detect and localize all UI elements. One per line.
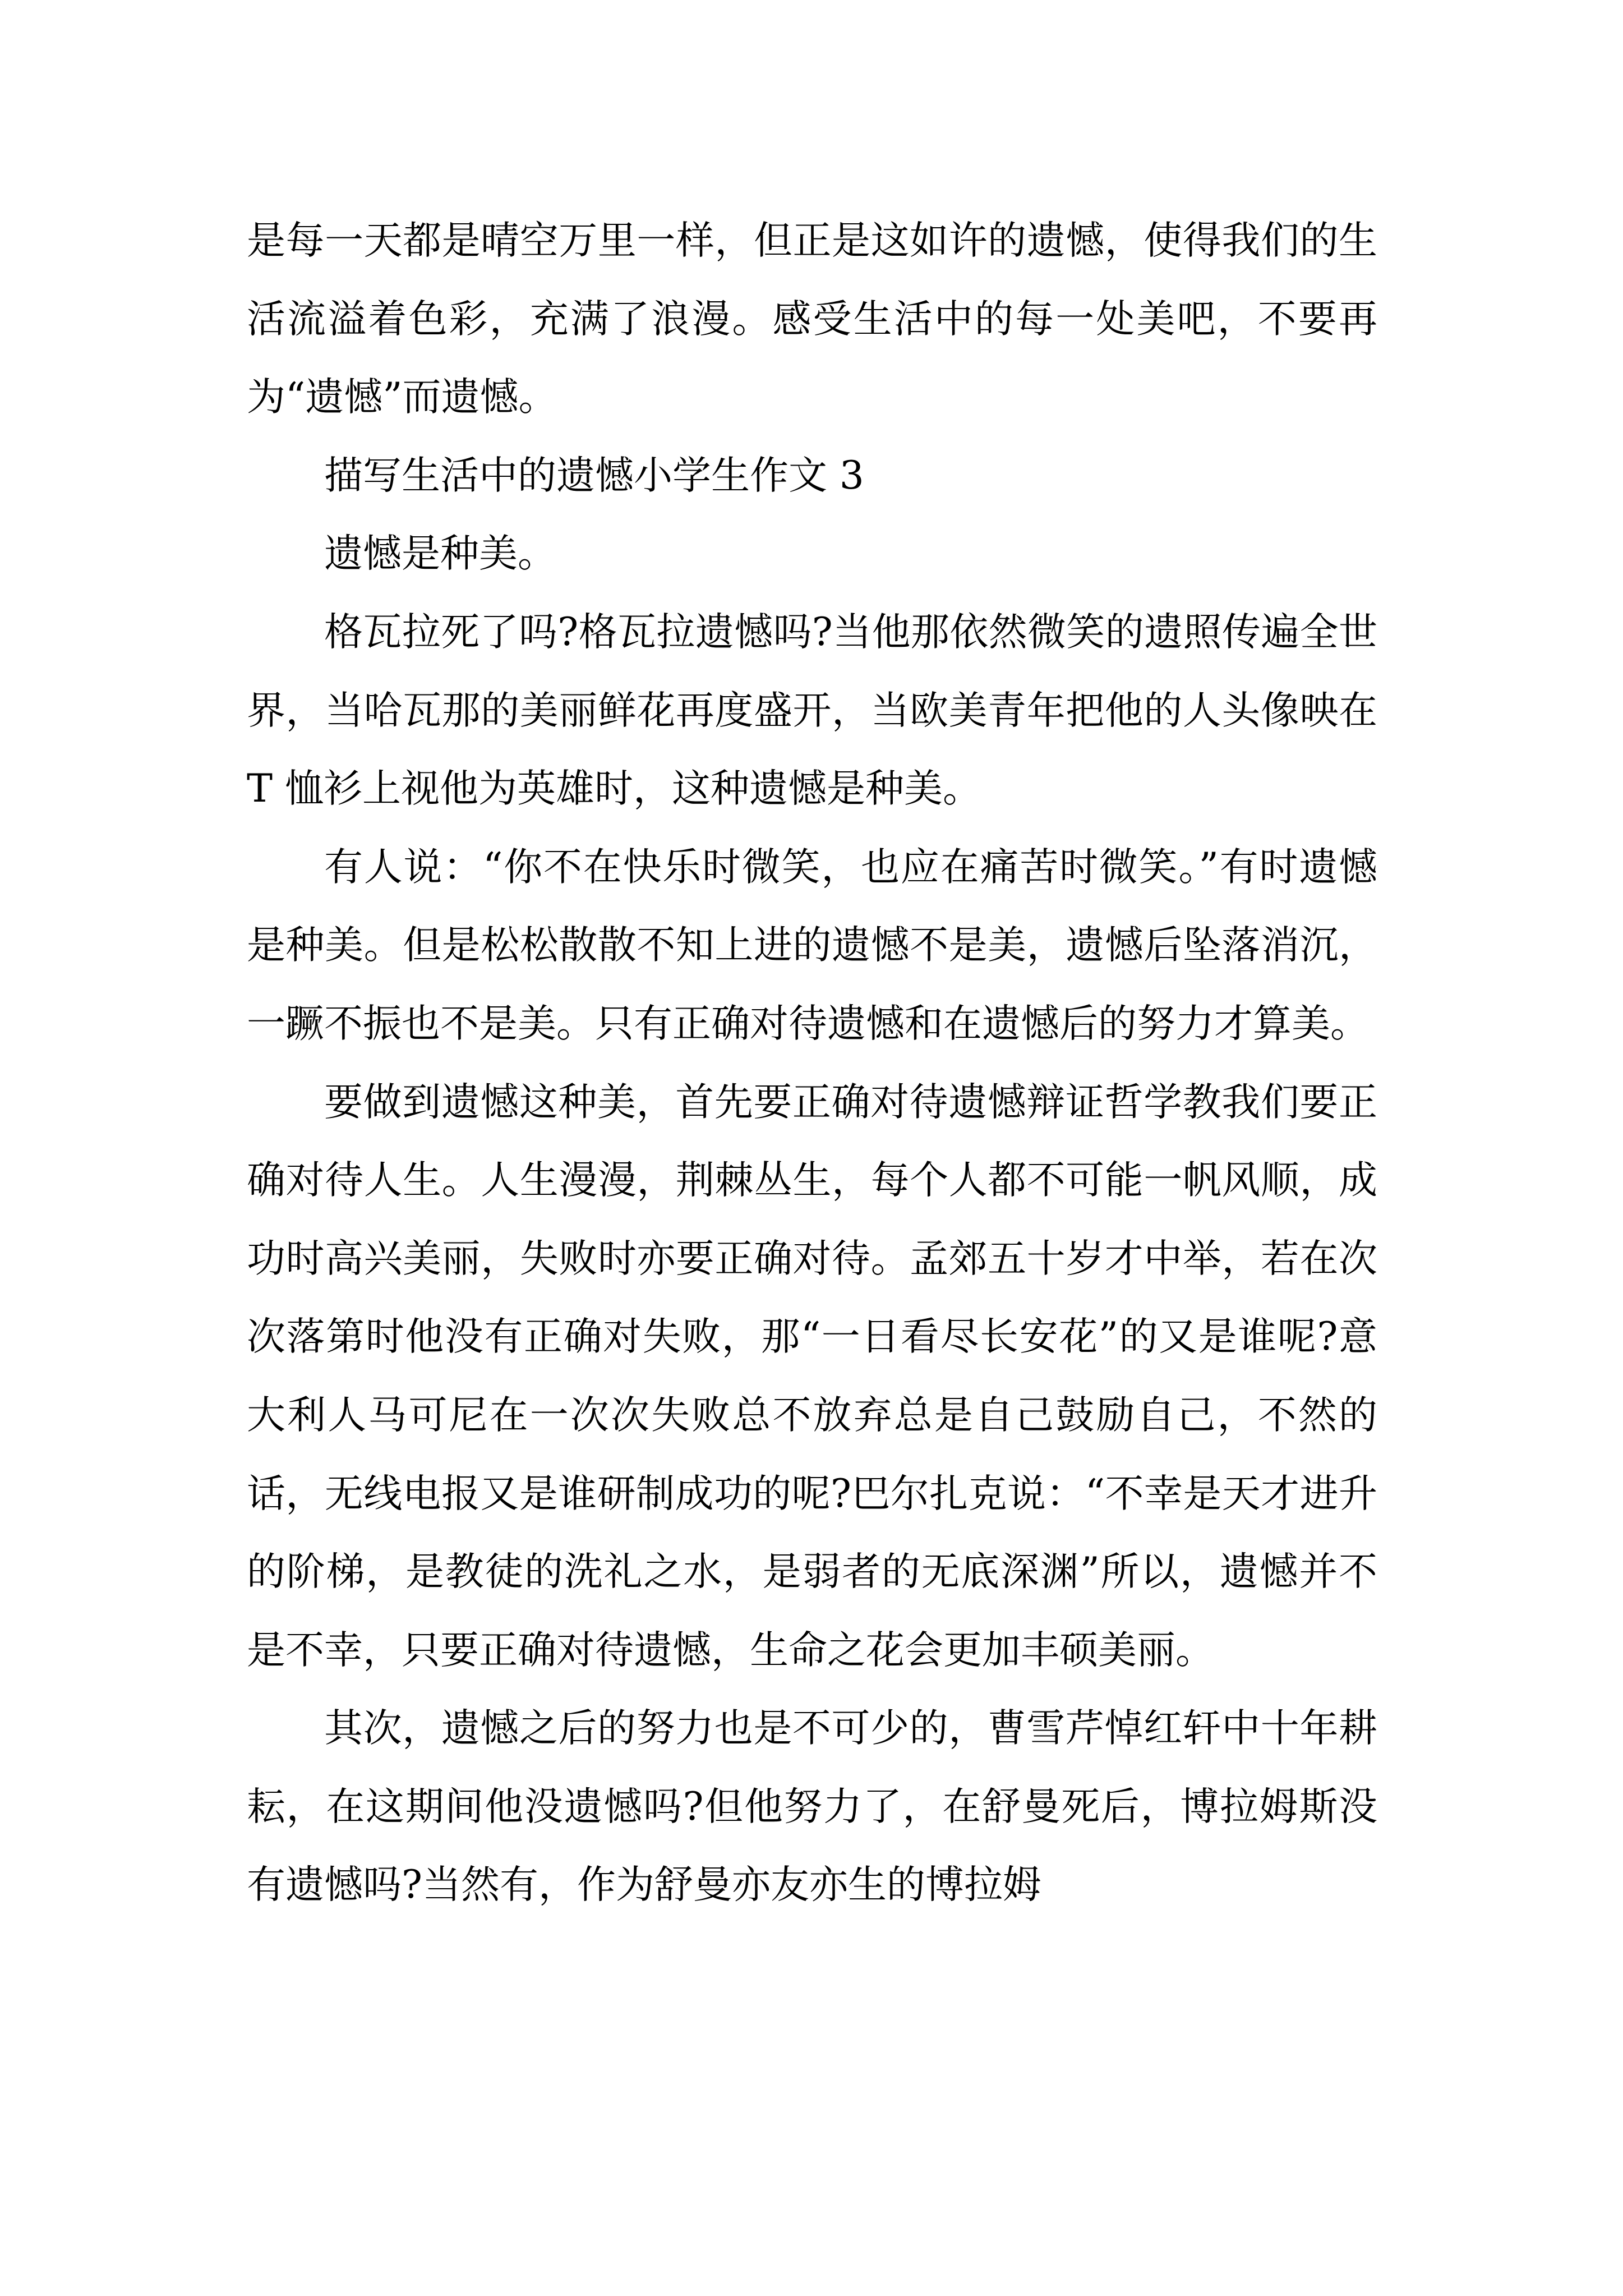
document-page: [247, 202, 1377, 1925]
paragraph-guevara: 格瓦拉死了吗?格瓦拉遗憾吗?当他那依然微笑的遗照传遍全世界，当哈瓦那的美丽鲜花再度盛开，当欧美青年把他的人头像映在 T 恤衫上视他为英雄时，这种遗憾是种美。: [247, 609, 1377, 812]
essay-heading: 描写生活中的遗憾小学生作文 3: [324, 453, 864, 498]
paragraph-continuation: 是每一天都是晴空万里一样，但正是这如许的遗憾，使得我们的生活流溢着色彩，充满了浪漫。感受生活中的每一处美吧，不要再为“遗憾”而遗憾。: [247, 218, 1377, 420]
paragraph-thesis: 遗憾是种美。: [324, 531, 556, 577]
paragraph-second-point: 其次，遗憾之后的努力也是不可少的，曹雪芹悼红轩中十年耕耘，在这期间他没遗憾吗?但他努力了，在舒曼死后，博拉姆斯没有遗憾吗?当然有，作为舒曼亦友亦生的博拉姆: [247, 1706, 1377, 1908]
paragraph-quote: 有人说：“你不在快乐时微笑，也应在痛苦时微笑。”有时遗憾是种美。但是松松散散不知上进的遗憾不是美，遗憾后坠落消沉，一蹶不振也不是美。只有正确对待遗憾和在遗憾后的努力才算美。: [247, 844, 1377, 1046]
paragraph-first-point: 要做到遗憾这种美，首先要正确对待遗憾辩证哲学教我们要正确对待人生。人生漫漫，荆棘丛生，每个人都不可能一帆风顺，成功时高兴美丽，失败时亦要正确对待。孟郊五十岁才中举，若在次次落第时他没有正确对失败，那“一日看尽长安花”的又是谁呢?意大利人马可尼在一次次失败总不放弃总是自己鼓励自己，不然的话，无线电报又是谁研制成功的呢?巴尔扎克说：“不幸是天才进升的阶梯，是教徒的洗礼之水，是弱者的无底深渊”所以，遗憾并不是不幸，只要正确对待遗憾，生命之花会更加丰硕美丽。: [247, 1079, 1377, 1673]
